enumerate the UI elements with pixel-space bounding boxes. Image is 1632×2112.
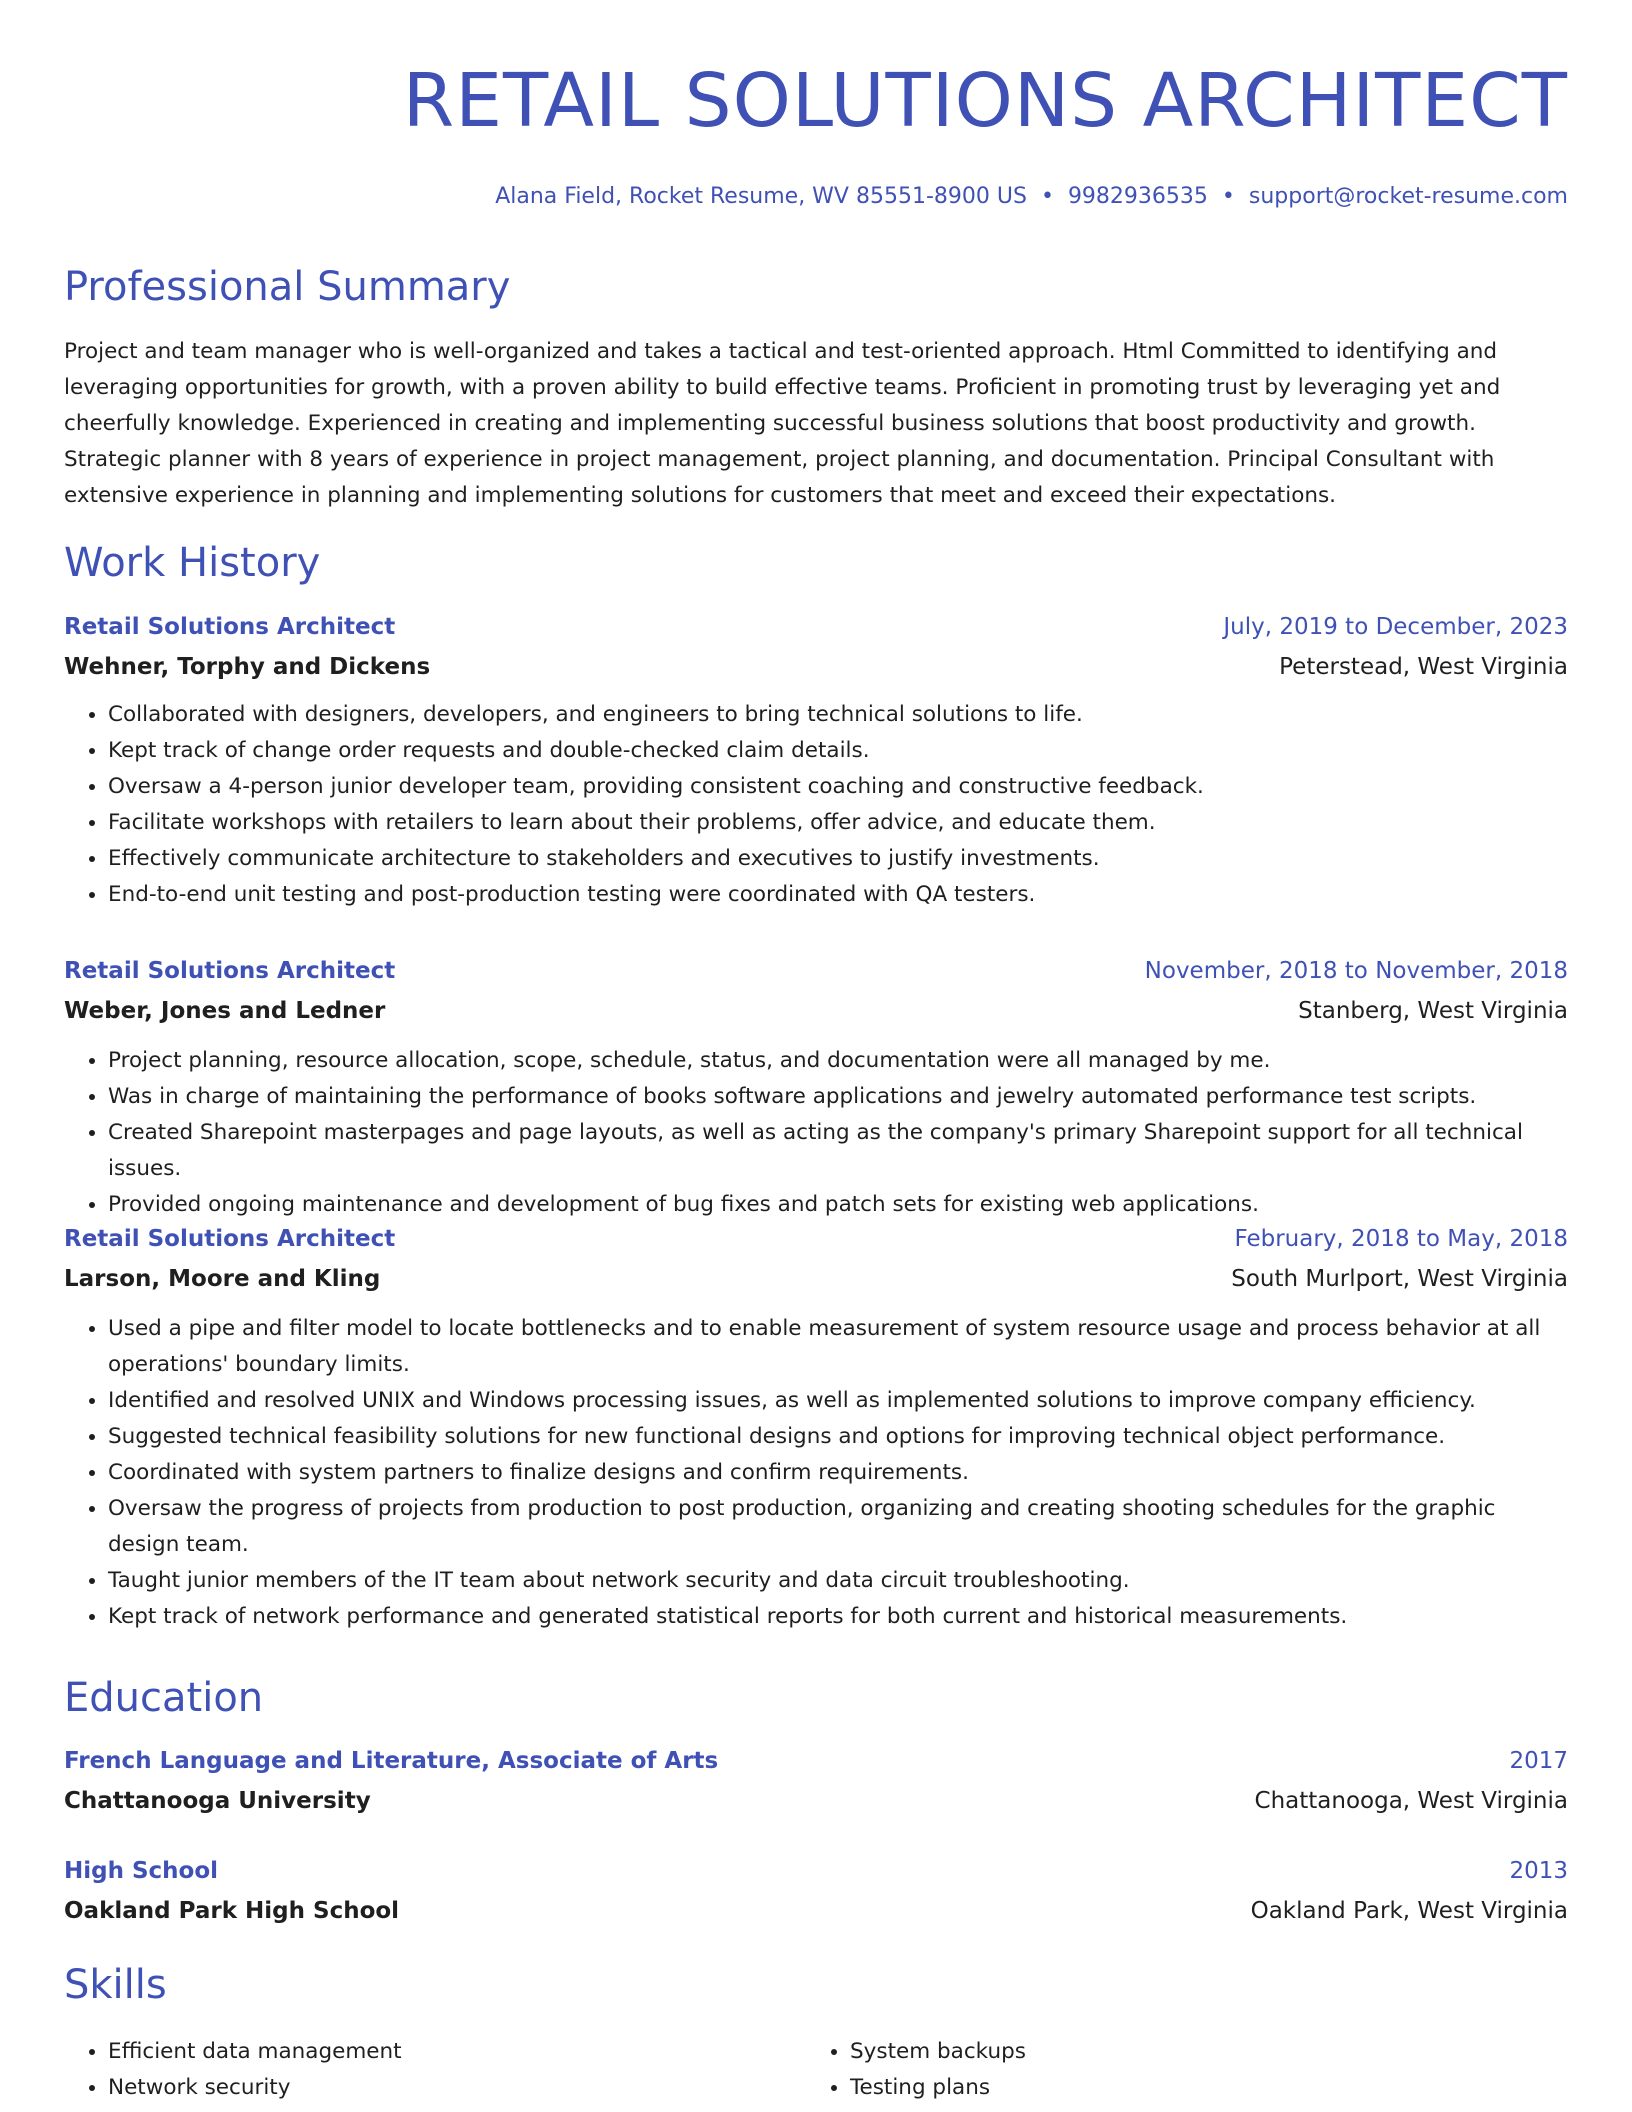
contact-email[interactable]: support@rocket-resume.com [1248, 184, 1568, 209]
job-title: Retail Solutions Architect [64, 958, 396, 984]
job-dates: July, 2019 to December, 2023 [1223, 614, 1568, 640]
work-history-heading: Work History [64, 540, 321, 586]
job-bullets [64, 1311, 1568, 1635]
education-header-row [64, 1851, 1568, 1891]
job-title: Retail Solutions Architect [64, 614, 396, 640]
job-bullet: • Collaborated with designers, developers, and engineers to bring technical solutions to life. [108, 697, 1568, 733]
contact-separator: • [1221, 184, 1235, 209]
job-entry [64, 607, 1568, 913]
job-title: Retail Solutions Architect [64, 1226, 396, 1252]
job-dates: November, 2018 to November, 2018 [1144, 958, 1568, 984]
skill-item: • System backups [850, 2034, 1026, 2070]
summary-heading: Professional Summary [64, 264, 511, 310]
skills-column-right [806, 2034, 1026, 2106]
job-company: Weber, Jones and Ledner [64, 998, 386, 1024]
job-bullet: • Project planning, resource allocation, scope, schedule, status, and documentation were all managed by me. [108, 1043, 1568, 1079]
contact-line [495, 180, 1568, 214]
resume-page [64, 0, 1568, 2112]
resume-title: RETAIL SOLUTIONS ARCHITECT [402, 58, 1568, 144]
education-school-row [64, 1781, 1568, 1821]
job-bullet: • Facilitate workshops with retailers to learn about their problems, offer advice, and educate them. [108, 805, 1568, 841]
contact-phone: 9982936535 [1067, 184, 1208, 209]
job-bullet: • Used a pipe and filter model to locate bottlenecks and to enable measurement of system resource usage and process behavior at all operations' boundary limits. [108, 1311, 1568, 1383]
job-header-row [64, 951, 1568, 991]
job-bullet: • Kept track of network performance and generated statistical reports for both current and historical measurements. [108, 1599, 1568, 1635]
job-bullet: • Oversaw the progress of projects from production to post production, organizing and creating shooting schedules for the graphic design team. [108, 1491, 1568, 1563]
education-year: 2013 [1509, 1858, 1568, 1884]
job-location: Peterstead, West Virginia [1279, 654, 1568, 680]
job-company-row [64, 647, 1568, 687]
education-header-row [64, 1741, 1568, 1781]
skills-heading: Skills [64, 1962, 167, 2008]
skills-column-left [64, 2034, 402, 2106]
education-school: Chattanooga University [64, 1788, 371, 1814]
job-bullet: • Provided ongoing maintenance and development of bug fixes and patch sets for existing web applications. [108, 1187, 1568, 1223]
education-heading: Education [64, 1675, 264, 1721]
job-bullet: • End-to-end unit testing and post-production testing were coordinated with QA testers. [108, 877, 1568, 913]
job-entry [64, 951, 1568, 1223]
education-location: Oakland Park, West Virginia [1250, 1898, 1568, 1924]
job-bullets [64, 1043, 1568, 1223]
job-company-row [64, 991, 1568, 1031]
education-location: Chattanooga, West Virginia [1254, 1788, 1568, 1814]
skill-item: • Network security [108, 2070, 402, 2106]
education-school-row [64, 1891, 1568, 1931]
job-company-row [64, 1259, 1568, 1299]
education-school: Oakland Park High School [64, 1898, 400, 1924]
education-degree: High School [64, 1858, 219, 1884]
job-bullet: • Coordinated with system partners to finalize designs and confirm requirements. [108, 1455, 1568, 1491]
education-year: 2017 [1509, 1748, 1568, 1774]
summary-text: Project and team manager who is well-organized and takes a tactical and test-oriented approach. Html Committed to identifying and leveraging opportunities for growth, with a proven ability to build effective teams. Proficient in promoting trust by leveraging yet and cheerfully knowledge. Experienced in creating and implementing successful business solutions that boost productivity and growth. Strategic planner with 8 years of experience in project management, project planning, and documentation. Principal Consultant with extensive experience in planning and implementing solutions for customers that meet and exceed their expectations. [64, 339, 1501, 508]
job-bullet: • Was in charge of maintaining the performance of books software applications and jewelry automated performance test scripts. [108, 1079, 1568, 1115]
education-entry [64, 1851, 1568, 1931]
job-bullet: • Kept track of change order requests and double-checked claim details. [108, 733, 1568, 769]
job-location: South Murlport, West Virginia [1231, 1266, 1568, 1292]
job-bullet: • Taught junior members of the IT team about network security and data circuit troubleshooting. [108, 1563, 1568, 1599]
job-dates: February, 2018 to May, 2018 [1234, 1226, 1568, 1252]
job-bullet: • Oversaw a 4-person junior developer team, providing consistent coaching and constructive feedback. [108, 769, 1568, 805]
job-bullets [64, 697, 1568, 913]
job-bullet: • Effectively communicate architecture to stakeholders and executives to justify investments. [108, 841, 1568, 877]
contact-address: Alana Field, Rocket Resume, WV 85551-8900 US [495, 184, 1027, 209]
skill-item: • Efficient data management [108, 2034, 402, 2070]
job-bullet: • Identified and resolved UNIX and Windows processing issues, as well as implemented solutions to improve company efficiency. [108, 1383, 1568, 1419]
job-company: Larson, Moore and Kling [64, 1266, 381, 1292]
job-location: Stanberg, West Virginia [1298, 998, 1568, 1024]
job-company: Wehner, Torphy and Dickens [64, 654, 431, 680]
education-entry [64, 1741, 1568, 1821]
job-bullet: • Created Sharepoint masterpages and page layouts, as well as acting as the company's primary Sharepoint support for all technical issues. [108, 1115, 1568, 1187]
job-header-row [64, 607, 1568, 647]
contact-separator: • [1040, 184, 1054, 209]
job-entry [64, 1219, 1568, 1635]
skill-item: • Testing plans [850, 2070, 1026, 2106]
job-header-row [64, 1219, 1568, 1259]
education-degree: French Language and Literature, Associate of Arts [64, 1748, 719, 1774]
job-bullet: • Suggested technical feasibility solutions for new functional designs and options for improving technical object performance. [108, 1419, 1568, 1455]
